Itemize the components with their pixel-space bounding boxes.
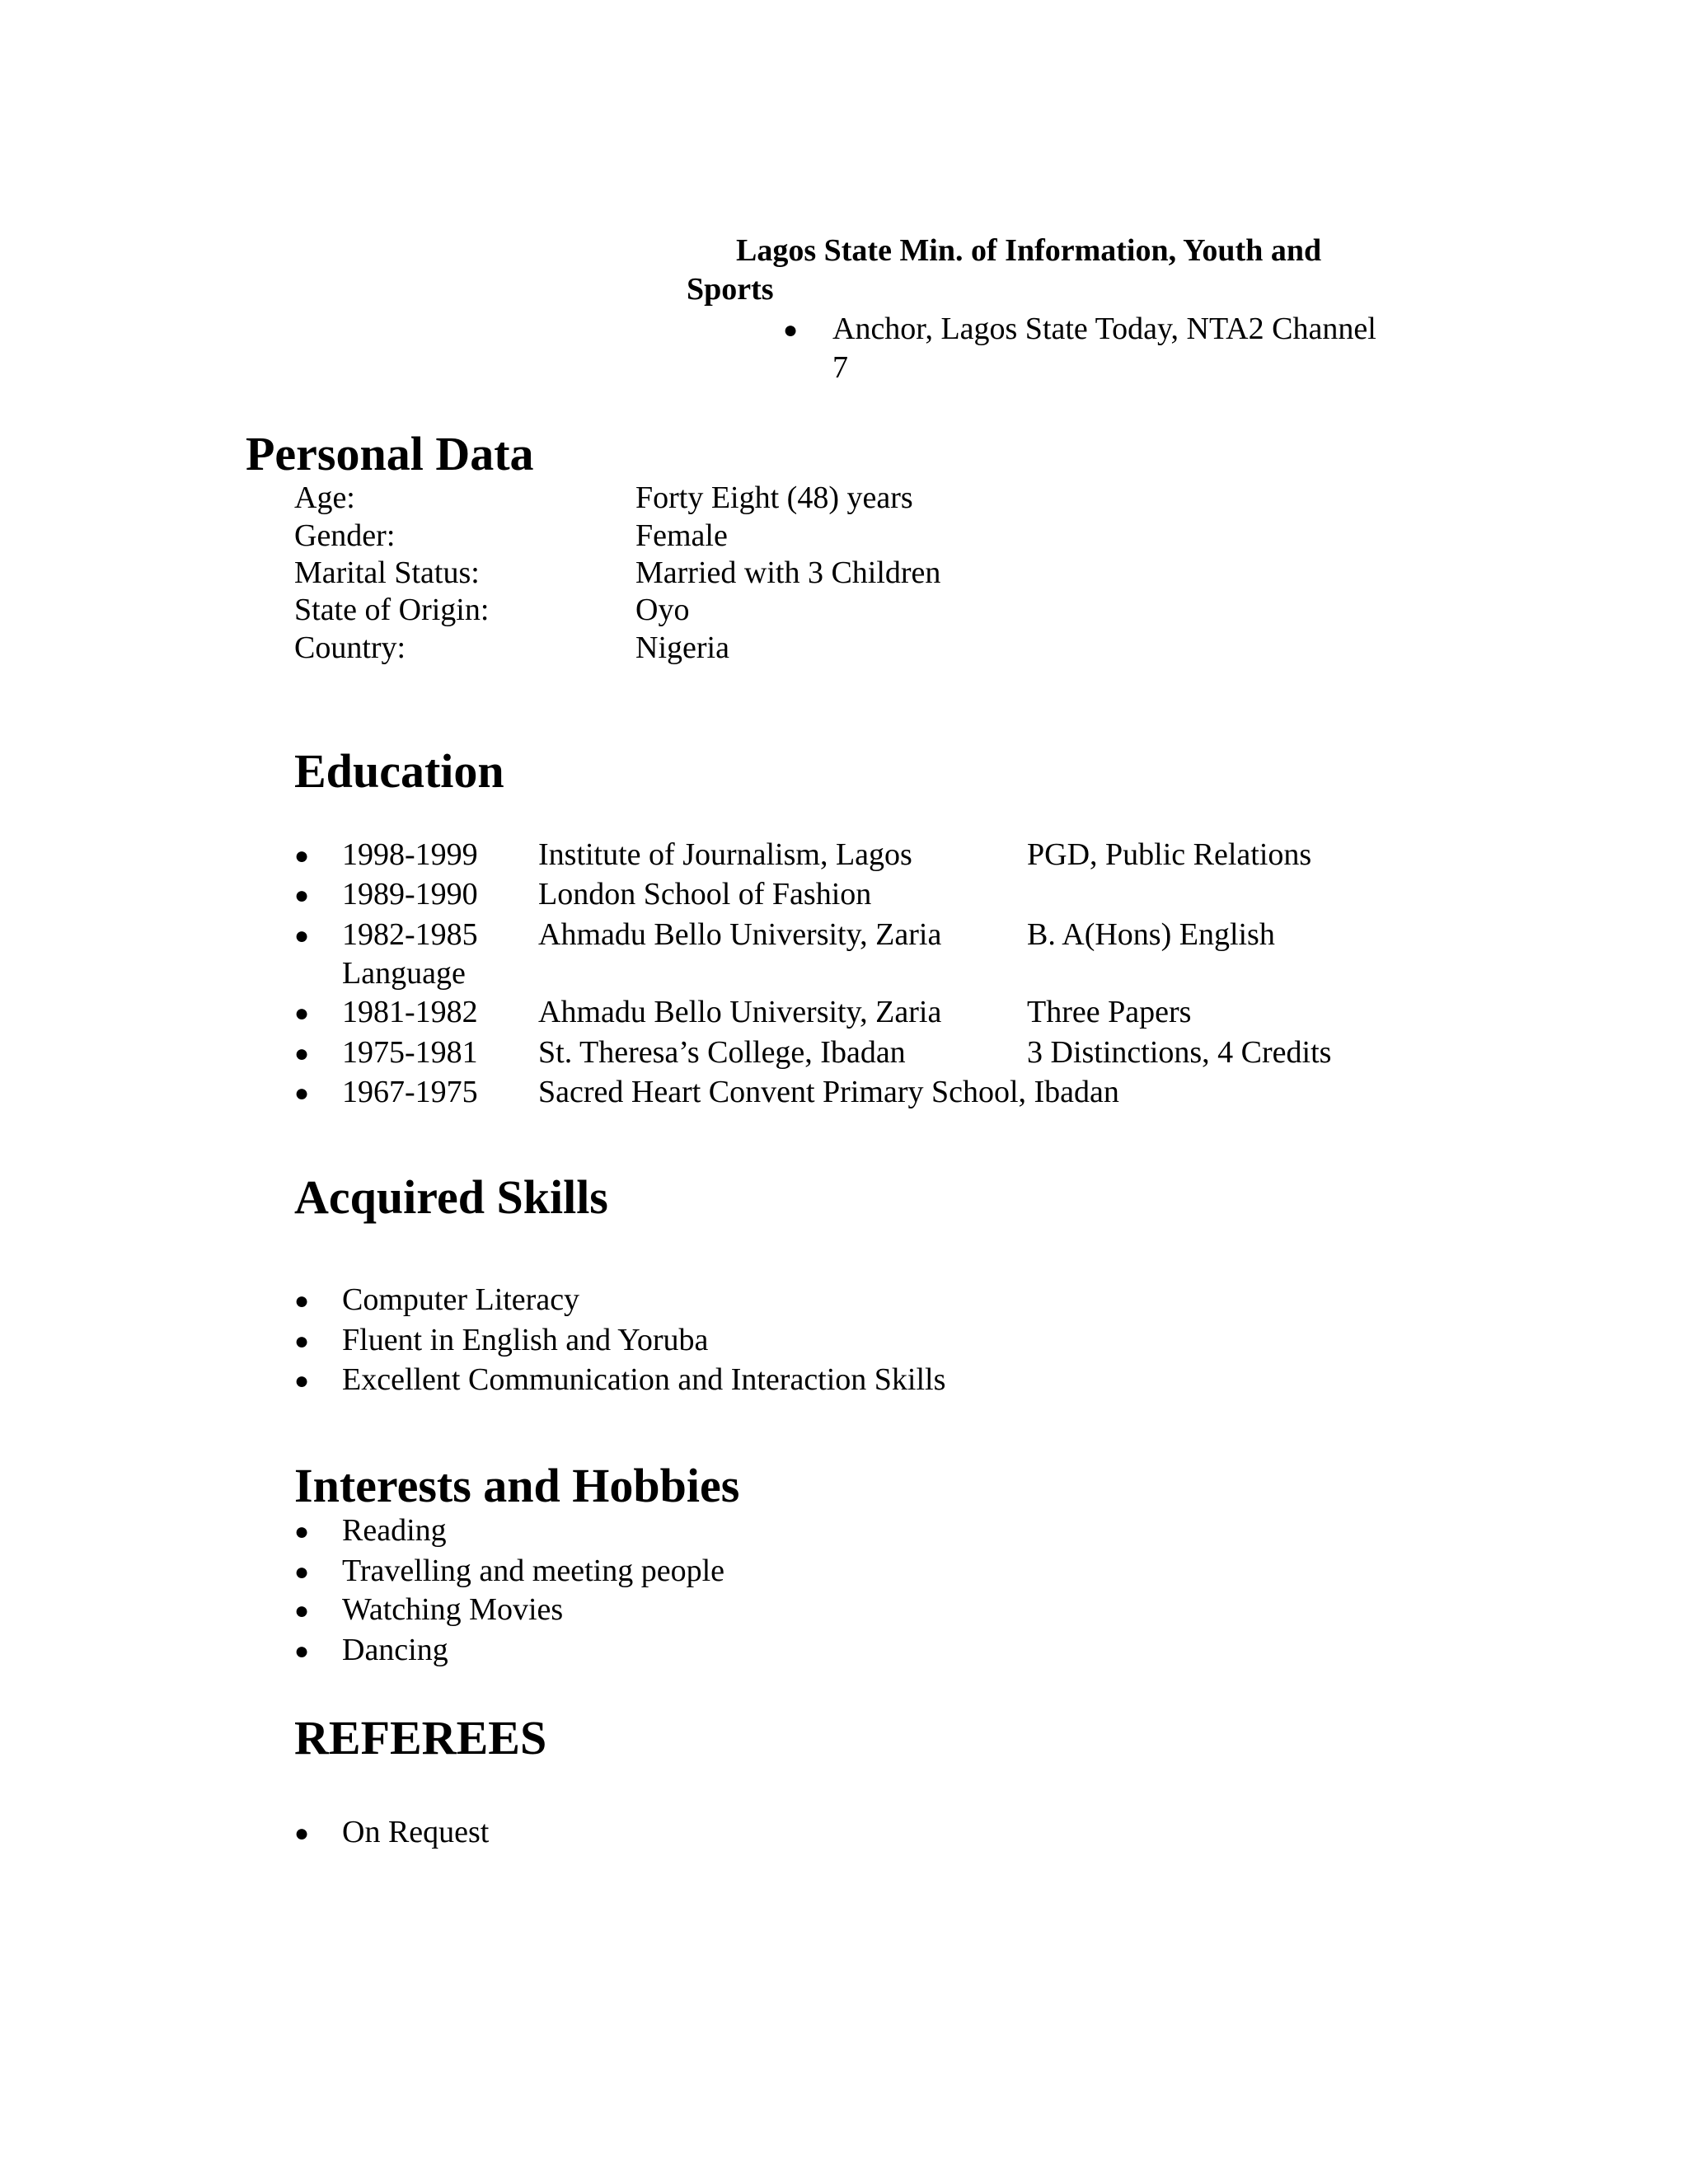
bullet-icon: ● — [294, 1597, 310, 1624]
education-school: Ahmadu Bello University, Zaria — [538, 995, 942, 1029]
bullet-icon: ● — [294, 882, 310, 909]
education-heading: Education — [294, 744, 504, 798]
education-years: 1975-1981 — [342, 1035, 478, 1070]
skill-item: Computer Literacy — [342, 1282, 580, 1317]
education-result: 3 Distinctions, 4 Credits — [1027, 1035, 1332, 1070]
education-school: Institute of Journalism, Lagos — [538, 837, 912, 872]
education-result-continued: Language — [342, 956, 466, 991]
hobby-item: Reading — [342, 1513, 447, 1548]
referees-heading: REFEREES — [294, 1711, 547, 1765]
personal-value: Nigeria — [635, 630, 729, 665]
personal-label: Country: — [294, 630, 406, 665]
education-school: London School of Fashion — [538, 877, 872, 912]
skill-item: Excellent Communication and Interaction Skills — [342, 1362, 946, 1397]
bullet-icon: ● — [294, 1287, 310, 1315]
education-result: B. A(Hons) English — [1027, 917, 1275, 952]
bullet-icon: ● — [294, 1638, 310, 1665]
bullet-icon: ● — [294, 1000, 310, 1027]
bullet-icon: ● — [294, 1040, 310, 1067]
personal-label: Age: — [294, 480, 355, 515]
referee-item: On Request — [342, 1815, 490, 1849]
bullet-icon: ● — [294, 1518, 310, 1545]
personal-value: Married with 3 Children — [635, 555, 941, 590]
education-school: Ahmadu Bello University, Zaria — [538, 917, 942, 952]
education-years: 1998-1999 — [342, 837, 478, 872]
education-years: 1981-1982 — [342, 995, 478, 1029]
education-result: Three Papers — [1027, 995, 1192, 1029]
org-line-1: Lagos State Min. of Information, Youth and — [736, 233, 1322, 268]
personal-value: Female — [635, 518, 728, 553]
bullet-icon: ● — [294, 842, 310, 869]
education-school: Sacred Heart Convent Primary School, Ibadan — [538, 1075, 1119, 1109]
education-years: 1967-1975 — [342, 1075, 478, 1109]
bullet-icon: ● — [294, 1080, 310, 1107]
hobby-item: Dancing — [342, 1633, 448, 1667]
bullet-icon: ● — [294, 1367, 310, 1394]
education-years: 1982-1985 — [342, 917, 478, 952]
hobby-item: Watching Movies — [342, 1592, 564, 1627]
personal-data-heading: Personal Data — [246, 427, 534, 480]
personal-label: Marital Status: — [294, 555, 480, 590]
bullet-icon: ● — [294, 1328, 310, 1355]
education-school: St. Theresa’s College, Ibadan — [538, 1035, 906, 1070]
education-result: PGD, Public Relations — [1027, 837, 1312, 872]
bullet-icon: ● — [294, 1558, 310, 1586]
personal-label: Gender: — [294, 518, 396, 553]
bullet-icon: ● — [783, 316, 799, 344]
personal-value: Forty Eight (48) years — [635, 480, 913, 515]
bullet-icon: ● — [294, 1820, 310, 1847]
role-line-2: 7 — [832, 350, 848, 385]
hobbies-heading: Interests and Hobbies — [294, 1459, 740, 1512]
personal-label: State of Origin: — [294, 593, 490, 627]
hobby-item: Travelling and meeting people — [342, 1554, 724, 1588]
role-line-1: Anchor, Lagos State Today, NTA2 Channel — [832, 312, 1376, 346]
org-line-2: Sports — [687, 272, 774, 307]
education-years: 1989-1990 — [342, 877, 478, 912]
bullet-icon: ● — [294, 922, 310, 949]
personal-value: Oyo — [635, 593, 690, 627]
skill-item: Fluent in English and Yoruba — [342, 1323, 709, 1357]
skills-heading: Acquired Skills — [294, 1170, 608, 1224]
